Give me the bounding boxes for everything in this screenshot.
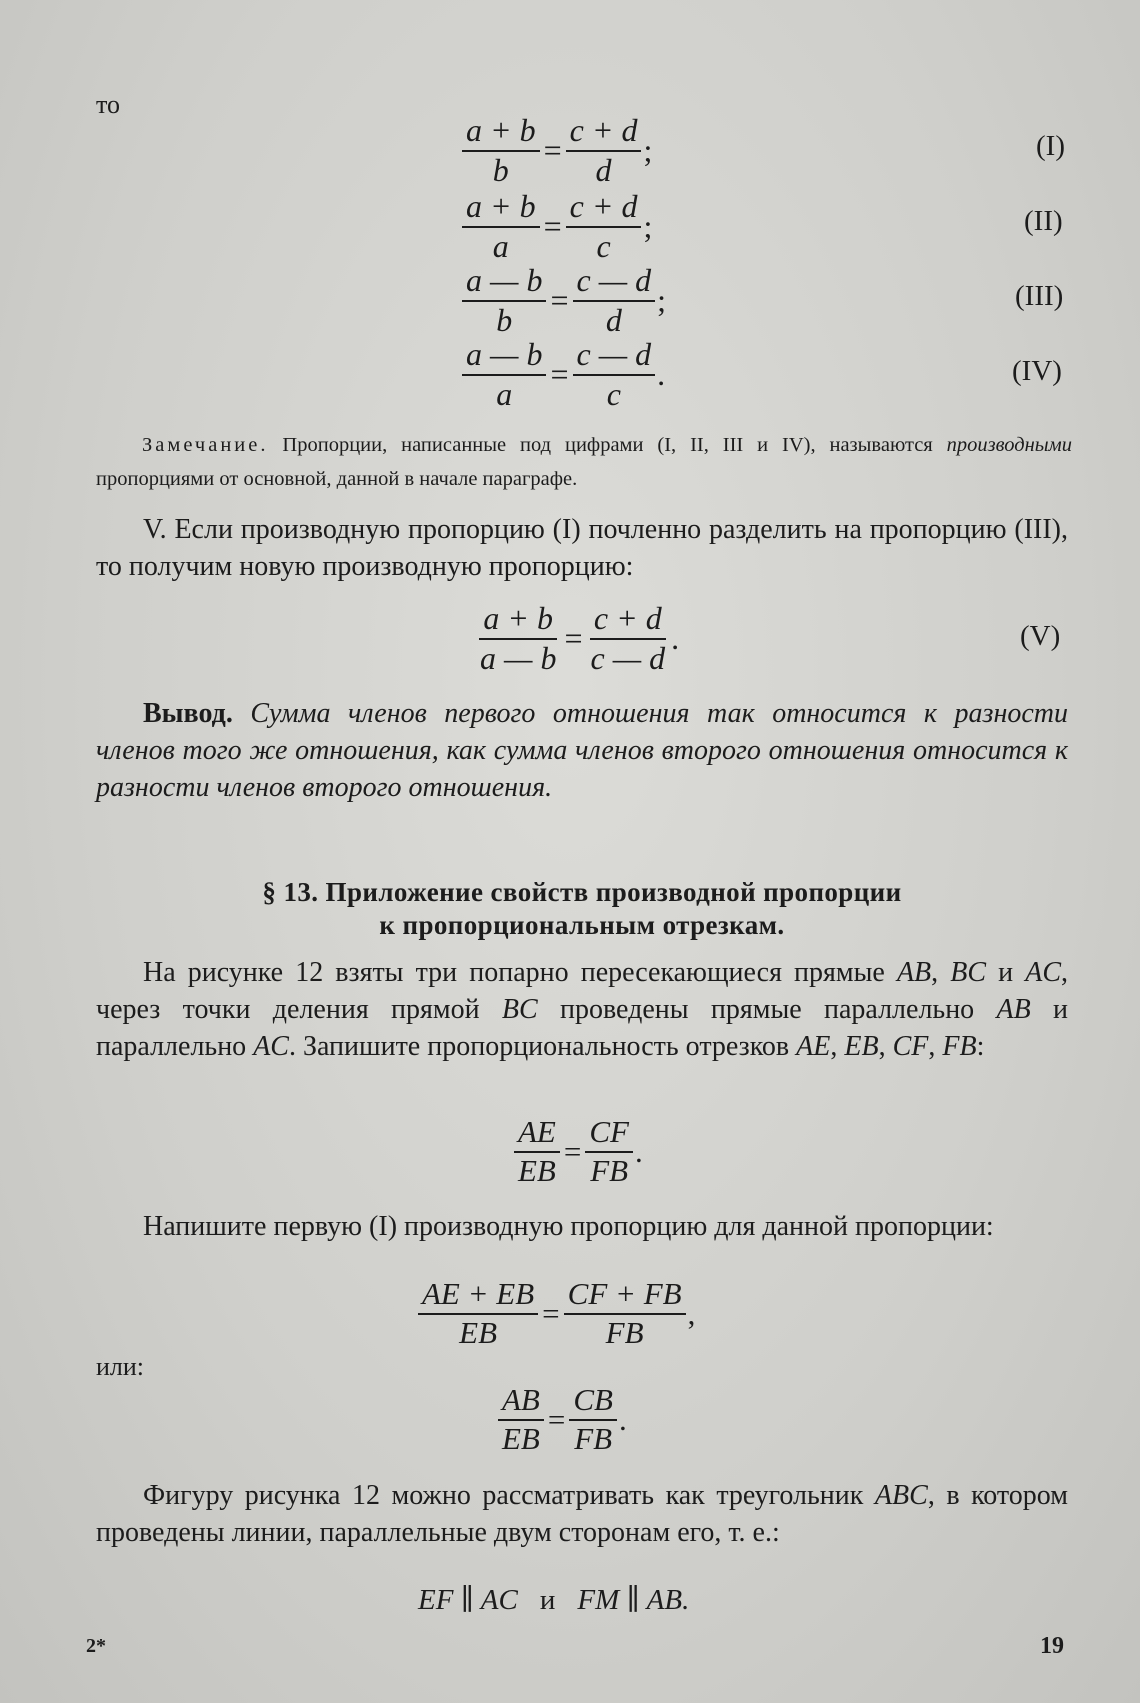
text-run: , bbox=[878, 1031, 893, 1062]
formula-I bbox=[462, 114, 652, 187]
text-run: , bbox=[931, 957, 951, 988]
remark-text-2: пропорциями от основной, данной в начале параграфе. bbox=[96, 468, 578, 490]
equals-sign: = bbox=[550, 282, 569, 319]
segment-label: FB bbox=[942, 1031, 977, 1062]
formula-IV-label: (IV) bbox=[1012, 355, 1062, 387]
formula-final-rhs-den: FB bbox=[574, 1420, 613, 1456]
formula-final-lhs-den: EB bbox=[502, 1420, 540, 1456]
remark-label: Замечание. bbox=[142, 434, 269, 456]
formula-III-label: (III) bbox=[1015, 280, 1064, 312]
lead-word: то bbox=[96, 90, 121, 119]
segment-label: AB bbox=[996, 994, 1031, 1025]
write-paragraph: Напишите первую (I) производную пропорцию для данной пропорции: bbox=[143, 1211, 994, 1242]
equals-sign: = bbox=[550, 356, 569, 393]
formula-seg-punct: . bbox=[634, 1133, 643, 1169]
formula-V-label: (V) bbox=[1020, 620, 1061, 652]
formula-III-lhs-num: a — b bbox=[462, 264, 546, 302]
equals-sign: = bbox=[547, 1401, 566, 1437]
text-run: проведены прямые параллельно bbox=[537, 994, 997, 1025]
text-run: , bbox=[830, 1031, 845, 1062]
formula-I-label: (I) bbox=[1036, 130, 1065, 162]
formula-IV-rhs-den: c bbox=[606, 375, 621, 412]
formula-III-rhs-den: d bbox=[605, 301, 622, 338]
triangle-paragraph bbox=[96, 1477, 1068, 1551]
segment-label: CF bbox=[892, 1031, 929, 1062]
formula-seg-lhs-num: AE bbox=[514, 1116, 560, 1153]
formula-sum-rhs-den: FB bbox=[605, 1314, 644, 1350]
text-run: и bbox=[986, 957, 1026, 988]
segment-label: ABC bbox=[874, 1480, 928, 1511]
formula-I-lhs-den: b bbox=[492, 151, 509, 188]
formula-I-rhs-den: d bbox=[595, 151, 612, 188]
text-run: : bbox=[976, 1031, 985, 1062]
page-number: 19 bbox=[1040, 1633, 1064, 1659]
formula-seg-rhs-num: CF bbox=[585, 1116, 633, 1153]
formula-V-rhs-num: c + d bbox=[590, 602, 666, 640]
formula-IV-lhs-num: a — b bbox=[462, 338, 546, 376]
formula-III-rhs-num: c — d bbox=[573, 264, 656, 302]
text-run: , в котором проведены линии, параллельные двум сторонам его, т. е.: bbox=[96, 1480, 1068, 1548]
formula-sum-lhs-den: EB bbox=[459, 1314, 498, 1350]
equals-sign: = bbox=[543, 208, 562, 245]
formula-II-punct: ; bbox=[643, 208, 653, 245]
formula-I-punct: ; bbox=[643, 132, 653, 169]
formula-sum bbox=[418, 1278, 695, 1349]
text-run: , через точки деления прямой bbox=[96, 957, 1068, 1025]
text-run: . Запишите пропорциональность отрезков bbox=[288, 1031, 797, 1062]
remark-text-1: Пропорции, написанные под цифрами (I, II, III и IV), называются bbox=[268, 434, 947, 456]
segment-label: AC bbox=[1025, 957, 1061, 988]
section-heading bbox=[96, 876, 1068, 942]
segment-label: AB bbox=[896, 957, 932, 988]
formula-V bbox=[476, 602, 679, 675]
section-heading-line-1: § 13. Приложение свойств производной пропорции bbox=[262, 877, 902, 907]
conclusion-text: Сумма членов первого отношения так относится к разности членов того же отношения, как сумма членов второго отношения относится к разности членов второго отношения. bbox=[96, 698, 1068, 803]
formula-III bbox=[462, 264, 666, 337]
formula-final-lhs-num: AB bbox=[498, 1384, 544, 1421]
formula-sum-lhs-num: AE + EB bbox=[418, 1278, 538, 1315]
formula-III-punct: ; bbox=[657, 282, 667, 319]
formula-final-rhs-num: CB bbox=[569, 1384, 617, 1421]
remark-paragraph bbox=[96, 428, 1072, 496]
formula-II-label: (II) bbox=[1024, 205, 1063, 237]
formula-seg-rhs-den: FB bbox=[590, 1152, 629, 1188]
formula-sum-rhs-num: CF + FB bbox=[564, 1278, 686, 1315]
segment-label: AE bbox=[796, 1031, 831, 1062]
conclusion-label: Вывод. bbox=[143, 698, 233, 729]
formula-final-punct: . bbox=[618, 1401, 627, 1437]
word-or: или: bbox=[96, 1352, 145, 1381]
formula-IV bbox=[462, 338, 665, 411]
formula-IV-rhs-num: c — d bbox=[573, 338, 656, 376]
formula-III-lhs-den: b bbox=[496, 301, 513, 338]
paragraph-v: V. Если производную пропорцию (I) почленно разделить на пропорцию (III), то получим новую производную пропорцию: bbox=[96, 514, 1068, 582]
segment-label: EB bbox=[844, 1031, 879, 1062]
formula-V-punct: . bbox=[671, 620, 680, 657]
formula-segments bbox=[514, 1116, 643, 1187]
conclusion-paragraph bbox=[96, 695, 1068, 806]
parallel-conjunction: и bbox=[539, 1584, 556, 1616]
formula-V-lhs-num: a + b bbox=[479, 602, 557, 640]
formula-I-lhs-num: a + b bbox=[462, 114, 540, 152]
formula-IV-lhs-den: a bbox=[496, 375, 513, 412]
equals-sign: = bbox=[543, 132, 562, 169]
formula-II bbox=[462, 190, 652, 263]
text-run: , bbox=[928, 1031, 943, 1062]
equals-sign: = bbox=[564, 620, 583, 657]
formula-I-rhs-num: c + d bbox=[566, 114, 642, 152]
formula-final bbox=[498, 1384, 627, 1455]
text-run: На рисунке 12 взяты три попарно пересекающиеся прямые bbox=[143, 957, 897, 988]
formula-II-rhs-num: c + d bbox=[566, 190, 642, 228]
figure-paragraph bbox=[96, 954, 1068, 1065]
segment-label: BC bbox=[950, 957, 987, 988]
segment-label: AC bbox=[253, 1031, 289, 1062]
formula-sum-punct: , bbox=[687, 1295, 696, 1331]
formula-V-lhs-den: a — b bbox=[480, 639, 557, 676]
parallel-left: EF ∥ AC bbox=[418, 1584, 518, 1616]
formula-seg-lhs-den: EB bbox=[518, 1152, 556, 1188]
section-heading-line-2: к пропорциональным отрезкам. bbox=[379, 910, 785, 940]
text-run: и параллельно bbox=[96, 994, 1069, 1062]
equals-sign: = bbox=[542, 1295, 560, 1331]
formula-IV-punct: . bbox=[657, 356, 666, 393]
text-run: Фигуру рисунка 12 можно рассматривать как треугольник bbox=[143, 1480, 875, 1511]
formula-V-rhs-den: c — d bbox=[590, 639, 666, 676]
formula-II-rhs-den: c bbox=[596, 227, 611, 264]
segment-label: BC bbox=[501, 994, 538, 1025]
remark-emphasis: производными bbox=[946, 434, 1072, 456]
formula-II-lhs-den: a bbox=[492, 227, 509, 264]
parallel-right: FM ∥ AB. bbox=[577, 1584, 690, 1616]
signature-mark: 2* bbox=[86, 1635, 106, 1657]
formula-II-lhs-num: a + b bbox=[462, 190, 540, 228]
parallel-statement bbox=[418, 1582, 689, 1617]
equals-sign: = bbox=[563, 1133, 582, 1169]
